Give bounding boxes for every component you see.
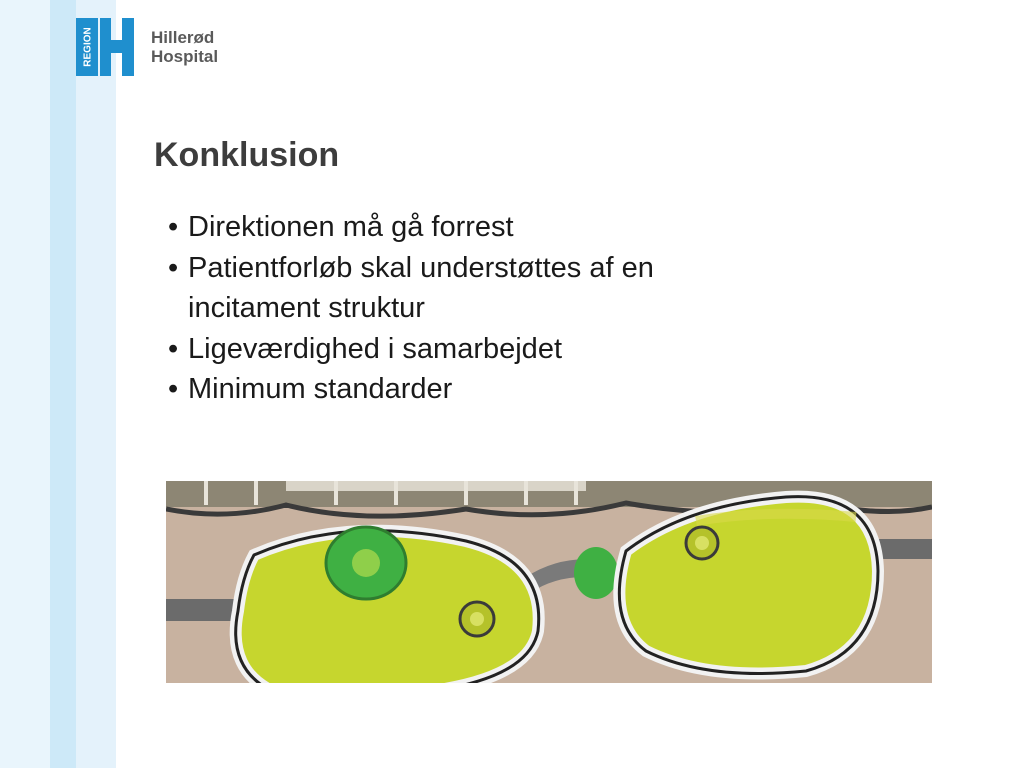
bullet-text: Minimum standarder: [188, 373, 453, 405]
slide-title: Konklusion: [154, 136, 340, 174]
bullet-text: Ligeværdighed i samarbejdet: [188, 332, 562, 365]
region-logo-text: REGION: [82, 27, 94, 67]
hospital-name-line1: Hillerød: [151, 28, 215, 47]
bullet-icon: •: [168, 251, 179, 284]
bullet-text: Patientforløb skal understøttes af en incitament struktur: [188, 251, 654, 324]
bullet-item: [168, 329, 788, 370]
bullet-icon: •: [168, 373, 179, 405]
glasses-illustration: [166, 481, 932, 683]
bullet-item: [168, 207, 788, 248]
bullet-icon: •: [168, 211, 179, 243]
background-stripe-mid: [50, 0, 76, 768]
hospital-name-line2: Hospital: [151, 47, 219, 66]
bullet-icon: •: [168, 332, 179, 365]
bullet-text: Direktionen må gå forrest: [188, 211, 514, 243]
bullet-item: [168, 248, 788, 329]
background-stripe-right: [76, 0, 116, 768]
bullet-item: [168, 369, 788, 410]
background-stripe-left: [0, 0, 50, 768]
region-logo: [76, 18, 134, 76]
hospital-name: [151, 28, 218, 66]
bullet-list: [168, 207, 788, 410]
